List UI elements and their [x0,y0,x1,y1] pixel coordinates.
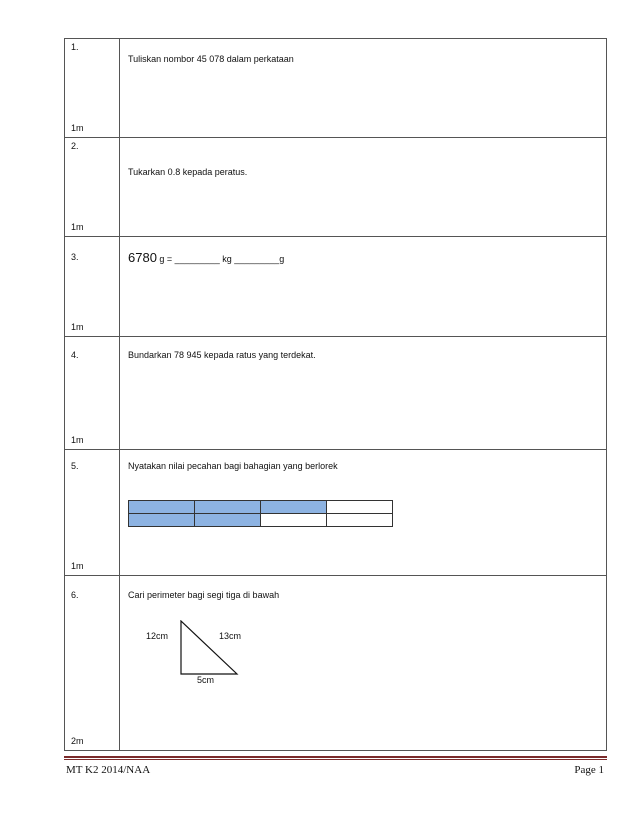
question-table [64,38,607,751]
number-cell [65,138,120,236]
question-number: 3. [71,252,79,262]
number-cell [65,576,120,750]
footer-rule [64,756,607,758]
question-cell [120,337,606,449]
question-lead-value: 6780 [128,250,157,265]
question-row-6 [65,576,606,750]
unshaded-cell [327,514,393,527]
side-label-left: 12cm [146,631,169,641]
question-text: Cari perimeter bagi segi tiga di bawah [128,590,280,600]
unshaded-cell [327,501,393,514]
number-cell [65,39,120,137]
question-marks: 1m [71,222,84,232]
question-number: 6. [71,590,79,600]
fraction-grid [128,500,393,527]
unshaded-cell [261,514,327,527]
question-row-1 [65,39,606,138]
question-text [128,250,284,265]
right-triangle-diagram [180,620,240,676]
shaded-cell [129,501,195,514]
footer-rule-thin [64,759,607,760]
question-number: 1. [71,42,79,52]
question-text: Nyatakan nilai pecahan bagi bahagian yang berlorek [128,461,338,471]
question-marks: 1m [71,322,84,332]
question-text: Tuliskan nombor 45 078 dalam perkataan [128,54,294,64]
shaded-cell [261,501,327,514]
shaded-cell [129,514,195,527]
footer-page-number: Page 1 [574,764,604,776]
question-cell [120,237,606,336]
question-marks: 1m [71,435,84,445]
question-number: 2. [71,141,79,151]
shaded-cell [195,514,261,527]
question-cell [120,576,606,750]
question-blanks: g = _________ kg _________g [156,254,285,264]
question-row-3 [65,237,606,337]
question-cell [120,39,606,137]
question-marks: 1m [71,123,84,133]
number-cell [65,337,120,449]
fraction-grid-row [129,514,393,527]
question-marks: 2m [71,736,84,746]
footer-document-code: MT K2 2014/NAA [66,764,151,776]
question-row-2 [65,138,606,237]
side-label-base: 5cm [197,675,215,685]
side-label-hypotenuse: 13cm [219,631,242,641]
question-row-5 [65,450,606,576]
question-text: Bundarkan 78 945 kepada ratus yang terdekat. [128,350,316,360]
question-row-4 [65,337,606,450]
number-cell [65,450,120,575]
question-number: 4. [71,350,79,360]
number-cell [65,237,120,336]
question-marks: 1m [71,561,84,571]
question-number: 5. [71,461,79,471]
question-cell [120,450,606,575]
shaded-cell [195,501,261,514]
fraction-grid-row [129,501,393,514]
question-cell [120,138,606,236]
question-text: Tukarkan 0.8 kepada peratus. [128,167,248,177]
